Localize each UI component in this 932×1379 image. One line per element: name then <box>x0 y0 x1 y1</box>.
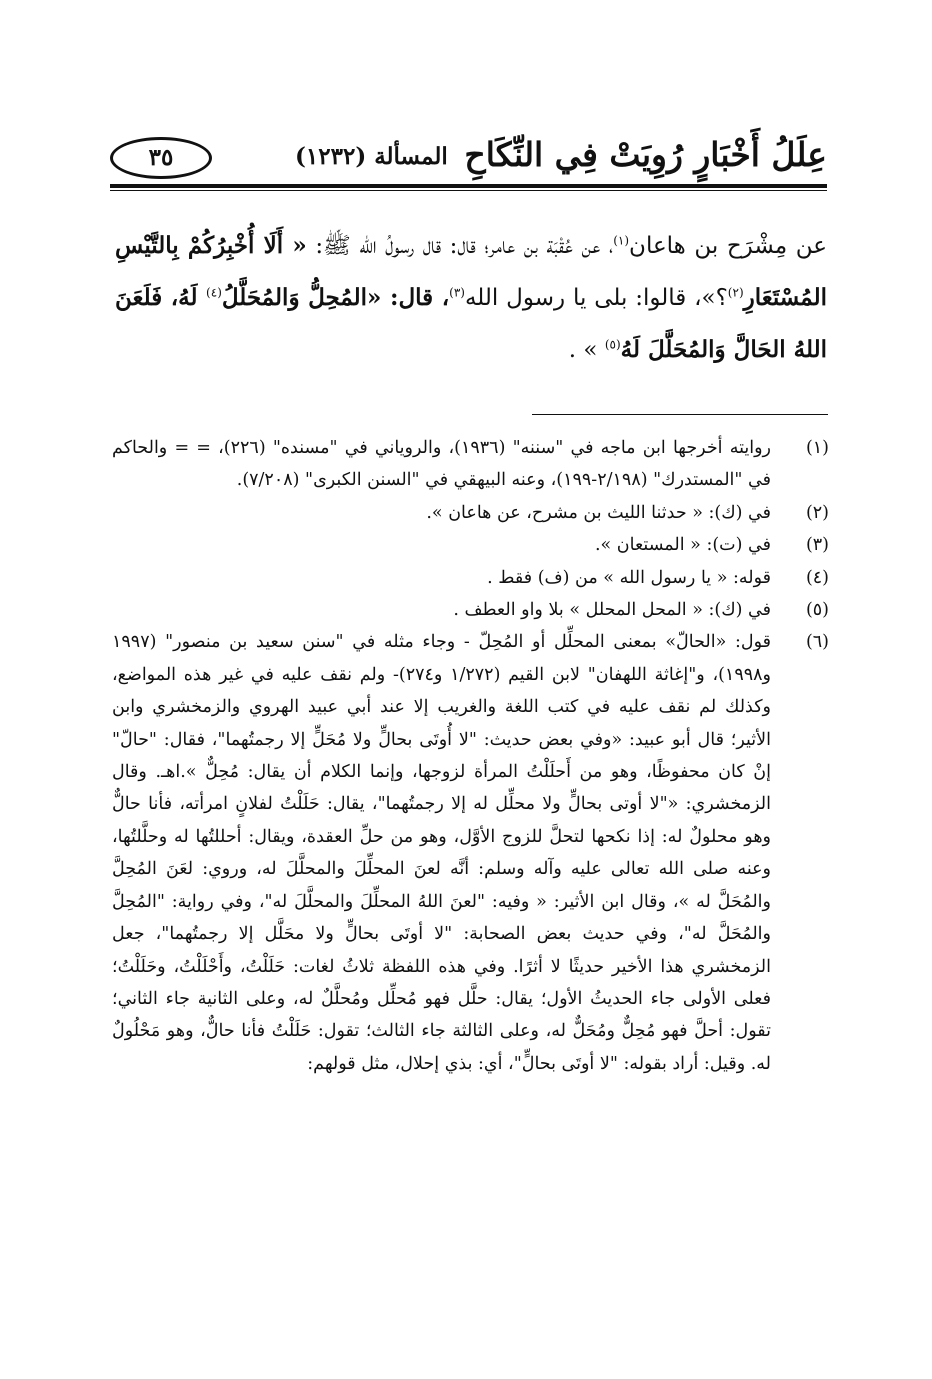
main-text-line: » . <box>568 337 605 363</box>
page-number: ٣٥ <box>110 137 212 179</box>
hadith-text: ، قال: «المُحِلُّ وَالمُحَلَّلُ <box>221 284 450 311</box>
header-rule <box>110 184 827 188</box>
footnote-text: في (ت): « المستعان ». <box>594 535 771 556</box>
footnote-number: (٦) <box>805 632 829 653</box>
footnote-ref: (٢) <box>727 285 744 300</box>
footnote-text: روايته أخرجها ابن ماجه في "سننه" (١٩٣٦)، والروياني في "مسنده" (٢٢٦)، = = والحاكم في "المستدرك" (٢/١٩٨-١٩٩)، وعنه البيهقي في "السنن الكبرى" (٧/٢٠٨). <box>112 438 771 491</box>
footnote-text: قول: «الحالّ» بمعنى المحلِّل أو المُحِلّ - وجاء مثله في "سنن سعيد بن منصور" (١٩٩٧ و١٩٩٨)، و"إغاثة اللهفان" لابن القيم (١/٢٧٢ و٢٧٤)- ولم نقف عليه في غير هذه المواضع، وكذلك لم نقف عليه في كتب اللغة والغريب إلا عند أبي عبيد الهروي والزمخشري وابن الأثير؛ قال أبو عبيد: «وفي بعض حديث: "لا أُوتَى بحالٍّ ولا مُحَلٍّ إلا رجمتُهما"، فقال: "حالّ" إنْ كان محفوظًا، وهو من أَحلَلْتُ المرأة لزوجها، وإنما الكلام أن يقال: مُحِلٌّ ».اهـ. وقال الزمخشري: «"لا أوتى بحالٍّ ولا محلِّل له إلا رجمتُهما"، يقال: حَلَلْتُ لفلانٍ امرأته، فأنا حالٌّ وهو محلولٌ له: إذا نكحها لتحلَّ للزوج الأوَّل، وهو من حلِّ العقدة، ويقال: أحللتُها له وحلَّلتُها، وعنه صلى الله تعالى عليه وآله وسلم: أنَّه لعنَ المحلِّلَ والمحلَّلَ له، وروي: لعَنَ المُحِلَّ والمُحَلَّ له »، وقال ابن الأثير: « وفيه: "لعنَ اللهُ المحلِّلَ والمحلَّلَ له"، وفي رواية: "المُحِلَّ والمُحَلَّ له"، وفي حديث بعض الصحابة: "لا أوتَى بحالٍّ ولا محَلَّل إلا رجمتُهما"، جعل الزمخشري هذا الأخير حديثًا لا أثرًا. وفي هذه اللفظة ثلاثُ لغات: حَلَلْتُ، وأَحْلَلْتُ، وحَلَلْتُ؛ فعلى الأولى جاء الحديثُ الأول؛ يقال: حلَّل فهو مُحلِّل ومُحلَّلٌ له، وعلى الثانية جاء الثاني؛ تقول: أحلَّ فهو مُحِلٌّ ومُحَلٌّ له، وعلى الثالثة جاء الثالث؛ تقول: حَلَلْتُ فأنا حالٌّ، وهو مَحْلُولٌ له. وقيل: أراد بقوله: "لا أوتَى بحالٍّ"، أي: بذي إحلال، مثل قولهم: <box>112 632 771 1074</box>
footnote <box>112 432 829 497</box>
main-text-line: ، عن عُقْبَة بن عامر؛ قال: قال رسولُ الله ﷺ: <box>315 233 614 259</box>
footnote <box>112 529 829 561</box>
footnotes <box>112 432 829 1080</box>
footnote-ref: (٣) <box>449 285 465 300</box>
issue-number: المسألة (١٢٣٢) <box>295 143 448 170</box>
book-title: عِلَلُ أَخْبَارٍ رُوِيَتْ فِي النِّكَاحِ <box>464 135 827 174</box>
hadith-text: لَهُ، فَلَعَنَ اللهُ الحَالَّ وَالمُحَلَّلَ لَهُ <box>115 284 827 363</box>
footnote-number: (٣) <box>805 535 829 556</box>
footnote-text: في (ك): « المحل المحلل » بلا واو العطف . <box>453 600 771 621</box>
header-rule-thin <box>110 190 827 191</box>
footnote-number: (١) <box>805 438 829 458</box>
page-header <box>110 135 827 185</box>
footnote-text: في (ك): « حدثنا الليث بن مشرح، عن هاعان ». <box>426 502 771 523</box>
footnote <box>112 594 829 626</box>
footnote-text: قوله: « يا رسول الله » من (ف) فقط . <box>487 567 771 588</box>
footnote <box>112 626 829 1080</box>
main-text-line: ؟»، قالوا: بلى يا رسول الله <box>464 285 728 311</box>
footnote <box>112 497 829 529</box>
footnote-number: (٤) <box>805 567 829 588</box>
footnote-ref: (٥) <box>604 337 621 352</box>
main-text-line: عن مِشْرَح بن هاعان <box>629 233 827 259</box>
footnote-ref: (٤) <box>206 285 222 300</box>
main-text <box>115 220 827 376</box>
hadith-text: « أَلَا أُخْبِرُكُمْ بِالتَّيْسِ المُسْتَعَارِ <box>115 232 827 311</box>
footnote <box>112 562 829 594</box>
footnote-separator <box>532 414 828 415</box>
footnote-number: (٢) <box>805 502 829 523</box>
footnote-number: (٥) <box>805 600 829 621</box>
footnote-ref: (١) <box>613 233 630 248</box>
